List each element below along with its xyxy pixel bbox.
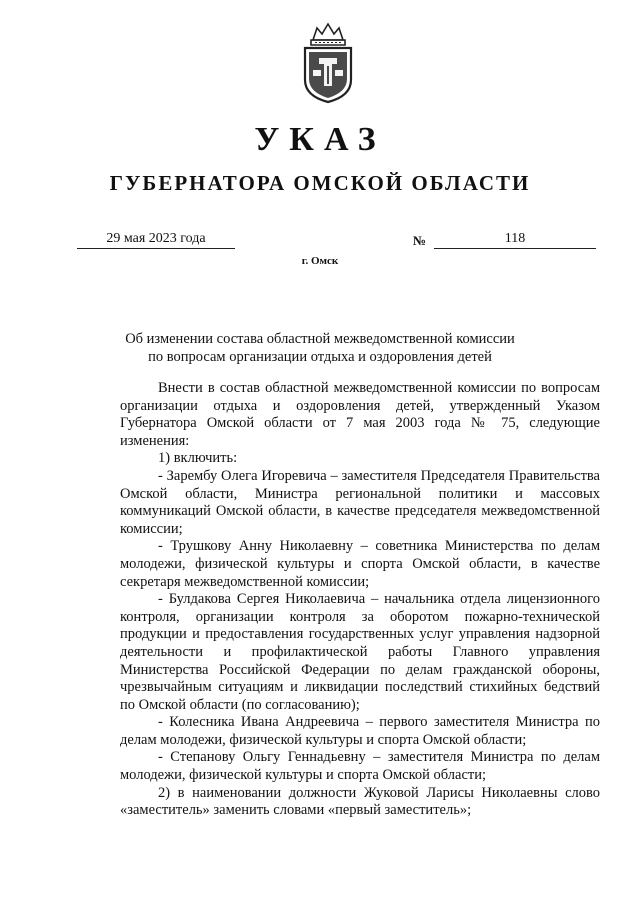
document-number: 118	[434, 230, 596, 249]
heading-line: Об изменении состава областной межведомственной комиссии	[125, 331, 515, 347]
paragraph-member: - Булдакова Сергея Николаевича – начальника отдела лицензионного контроля, организации контроля за оборотом пожарно-технической продукции и предоставления государственных услуг управления надзорной деятельности и профилактической работы Главного управления Министерства Российской Федерации по делам гражданской обороны, чрезвычайным ситуациям и ликвидации последствий стихийных бедствий по Омской области (по согласованию);	[120, 591, 600, 713]
document-title: УКАЗ	[254, 121, 386, 158]
paragraph-member: - Колесника Ивана Андреевича – первого заместителя Министра по делам молодежи, физической культуры и спорта Омской области;	[120, 714, 600, 748]
number-sign: №	[413, 233, 427, 248]
document-body	[120, 380, 600, 820]
paragraph-member: - Степанову Ольгу Геннадьевну – заместителя Министра по делам молодежи, физической культуры и спорта Омской области;	[120, 749, 600, 784]
document-heading	[80, 330, 560, 366]
document-city: г. Омск	[301, 255, 339, 267]
document-date: 29 мая 2023 года	[77, 230, 235, 249]
paragraph-member: - Зарембу Олега Игоревича – заместителя Председателя Правительства Омской области, Министра региональной политики и массовых коммуникаций Омской области, в качестве председателя межведомственной комиссии;	[120, 467, 600, 537]
omsk-region-coat-of-arms-icon	[299, 22, 357, 104]
paragraph-member: - Трушкову Анну Николаевну – советника Министерства по делам молодежи, физической культуры и спорта Омской области, в качестве секретаря межведомственной комиссии;	[120, 538, 600, 590]
paragraph-item-1: 1) включить:	[158, 450, 238, 467]
paragraph-intro: Внести в состав областной межведомственной комиссии по вопросам организации отдыха и оздоровления детей, утвержденный Указом Губернатора Омской области от 7 мая 2003 года № 75, следующие изменения:	[120, 380, 600, 449]
paragraph-item-2: 2) в наименовании должности Жуковой Ларисы Николаевны слово «заместитель» заменить словами «первый заместитель»;	[120, 784, 600, 819]
document-subtitle: ГУБЕРНАТОРА ОМСКОЙ ОБЛАСТИ	[109, 171, 531, 195]
heading-line: по вопросам организации отдыха и оздоровления детей	[148, 349, 492, 365]
